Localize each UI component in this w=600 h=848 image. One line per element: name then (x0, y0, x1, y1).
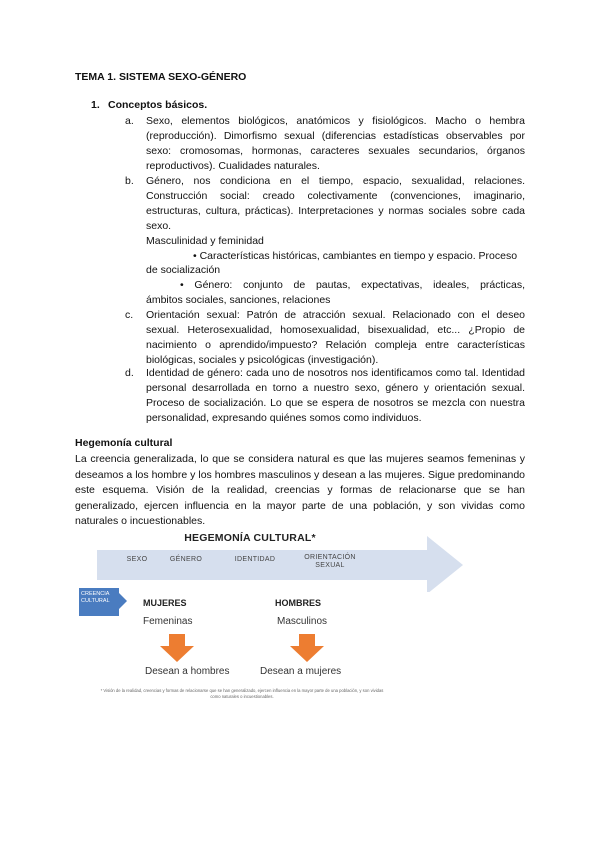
list-label-d: d. (125, 367, 134, 379)
section-heading (91, 99, 207, 111)
list-item-c (127, 308, 525, 368)
list-label-b: b. (125, 175, 134, 187)
diagram-footnote: * Visión de la realidad, creencias y formas de relacionarse que se han generalizado, ejercen influencia en la mayor parte de una población, y son vividas como naturales o incuestionables. (100, 688, 384, 699)
hegemonia-paragraph (75, 452, 525, 530)
list-text-b: Género, nos condiciona en el tiempo, espacio, sexualidad, relaciones. Construcción social: creado colectivamente (convenciones, imaginario, estructuras, cultura, prácticas). Interpretaciones y normas sociales sobre cada sexo. (146, 175, 525, 232)
hegemonia-heading: Hegemonía cultural (75, 437, 173, 449)
creencia-arrow-icon (119, 593, 127, 609)
section-title: Conceptos básicos. (108, 99, 208, 111)
band-label-sexo: SEXO (126, 556, 148, 563)
down-arrow-icon (160, 634, 194, 662)
diagram-title: HEGEMONÍA CULTURAL* (184, 532, 316, 544)
list-label-c: c. (125, 309, 134, 321)
bullet-1-line-2: de socialización (146, 264, 221, 276)
mujeres-sub: Femeninas (143, 616, 193, 627)
arrow-band-shape (97, 536, 463, 592)
desean-hombres: Desean a hombres (145, 666, 230, 677)
bullet-2-line-1: • Género: conjunto de pautas, expectativas, ideales, prácticas, (180, 279, 525, 291)
sub-heading: Masculinidad y feminidad (146, 235, 264, 247)
desean-mujeres: Desean a mujeres (260, 666, 342, 677)
hombres-sub: Masculinos (277, 616, 328, 627)
hombres-heading: HOMBRES (275, 598, 322, 608)
hegemonia-text: La creencia generalizada, lo que se considera natural es que las mujeres seamos femeninas y deseamos a los hombre y los hombres masculinos y desean a las mujeres. Sigue predominando este esquema. Visión de la realidad, creencias y formas de relacionarse que se han generalizado, ejercen influencia en la mayor parte de una población, y son vividas como naturales o incuestionables. (75, 453, 525, 527)
creencia-cultural-box: CREENCIA CULTURAL (79, 588, 119, 616)
hegemonia-diagram (75, 530, 535, 710)
list-label-a: a. (125, 115, 134, 127)
list-item-b (127, 174, 525, 234)
list-text-c: Orientación sexual: Patrón de atracción sexual. Relacionado con el deseo sexual. Heterosexualidad, homosexualidad, bisexualidad, etc... ¿Propio de nacimiento o aprendido/impuesto? Relación compleja entre características biológicas, sociales y psicológicas (investigación). (146, 309, 525, 366)
band-label-orientacion: ORIENTACIÓN SEXUAL (304, 554, 356, 569)
band-label-identidad: IDENTIDAD (234, 556, 276, 563)
page-title: TEMA 1. SISTEMA SEXO-GÉNERO (75, 71, 247, 83)
bullet-1-line-1: • Características históricas, cambiantes en tiempo y espacio. Proceso (193, 250, 518, 262)
down-arrow-icon (290, 634, 324, 662)
bullet-2-line-2: ámbitos sociales, sanciones, relaciones (146, 294, 331, 306)
section-number: 1. (91, 99, 100, 111)
band-label-genero: GÉNERO (169, 556, 203, 563)
list-item-a (127, 114, 525, 174)
list-item-d (127, 366, 525, 426)
list-text-d: Identidad de género: cada uno de nosotros nos identificamos como tal. Identidad personal desarrollada en torno a nuestro sexo, género y orientación sexual. Proceso de socialización. Lo que se espera de nosotros se mezcla con nuestra personalidad, expresando quiénes somos como individuos. (146, 367, 525, 424)
mujeres-heading: MUJERES (143, 598, 187, 608)
list-text-a: Sexo, elementos biológicos, anatómicos y fisiológicos. Macho o hembra (reproducción). Dimorfismo sexual (diferencias estadísticas observables por sexo: cromosomas, hormonas, caracteres sexuales secundarios, órganos reproductivos). Cualidades naturales. (146, 115, 525, 172)
